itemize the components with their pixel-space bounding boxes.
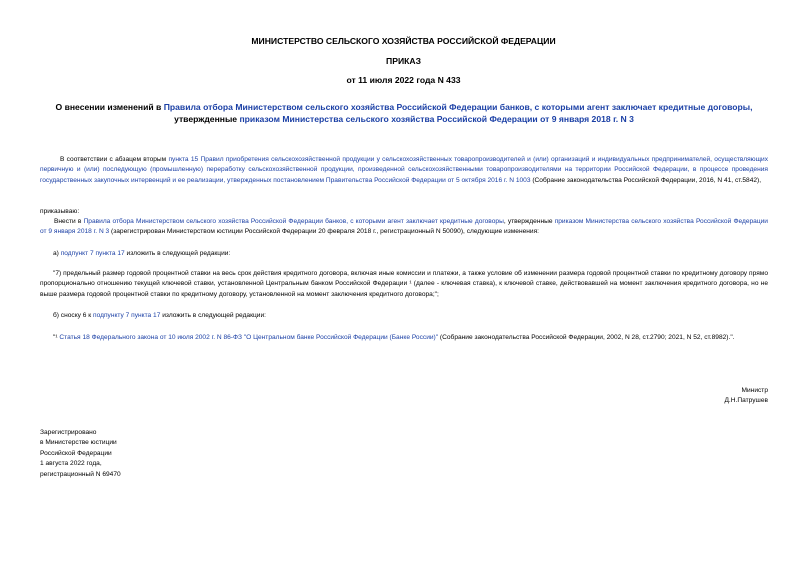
title-link-rules[interactable]: Правила отбора Министерством сельского хозяйства Российской Федерации банков, с которыми агент заключает кредитные договоры, bbox=[163, 102, 753, 112]
item-b-link[interactable]: подпункту 7 пункта 17 bbox=[93, 312, 161, 319]
footnote-text-2: (Собрание законодательства Российской Федерации, 2002, N 28, ст.2790; 2021, N 52, ст.8982).". bbox=[438, 334, 735, 341]
main-text-2: , утвержденные bbox=[503, 218, 555, 225]
preamble-text-2: (Собрание законодательства Российской Федерации, 2016, N 41, ст.5842), bbox=[530, 176, 762, 184]
main-link-rules[interactable]: Правила отбора Министерством сельского хозяйства Российской Федерации банков, с которыми агент заключает кредитные договоры bbox=[83, 218, 504, 225]
item-b-text-1: б) сноску 6 к bbox=[53, 312, 94, 319]
registration-line-5: регистрационный N 69470 bbox=[40, 470, 121, 478]
signature-block bbox=[724, 386, 768, 407]
registration-line-2: в Министерстве юстиции bbox=[40, 439, 117, 447]
item-a-text-2: изложить в следующей редакции: bbox=[124, 250, 231, 257]
item-a-link[interactable]: подпункт 7 пункта 17 bbox=[60, 250, 125, 257]
footnote-paragraph bbox=[40, 333, 768, 343]
doc-type-heading: ПРИКАЗ bbox=[386, 56, 421, 66]
document-title bbox=[36, 101, 772, 125]
main-text-3: (зарегистрирован Министерством юстиции Российской Федерации 20 февраля 2018 г., регистрационный N 50090), следующие изменения: bbox=[109, 228, 539, 236]
item-b-text-2: изложить в следующей редакции: bbox=[160, 312, 266, 319]
preamble-paragraph bbox=[40, 155, 768, 186]
ministry-heading: МИНИСТЕРСТВО СЕЛЬСКОГО ХОЗЯЙСТВА РОССИЙСКОЙ ФЕДЕРАЦИИ bbox=[251, 36, 556, 46]
main-paragraph bbox=[40, 217, 768, 238]
registration-block bbox=[40, 428, 121, 480]
registration-line-4: 1 августа 2022 года, bbox=[40, 460, 102, 468]
order-word: приказываю: bbox=[40, 208, 80, 215]
title-link-order[interactable]: приказом Министерства сельского хозяйства Российской Федерации от 9 января 2018 г. N 3 bbox=[239, 114, 634, 124]
signature-name: Д.Н.Патрушев bbox=[724, 397, 768, 405]
item-a bbox=[53, 249, 230, 259]
title-prefix: О внесении изменений в bbox=[55, 102, 164, 112]
item-a-text-1: а) bbox=[53, 250, 61, 257]
item-b bbox=[53, 311, 266, 321]
preamble-link[interactable]: пункта 15 Правил приобретения сельскохозяйственной продукции у сельскохозяйственных товаропроизводителей и (или) организаций и индивидуальных предпринимателей, осуществляющих первичную и (или) последующую (промышленную) переработку сельскохозяйственной продукции, произведенной сельскохозяйственными товаропроизводителями на территории Российской Федерации, в процессе проведения государственных закупочных интервенций и ее реализации, утвержденных постановлением Правительства Российской Федерации от 5 октября 2016 г. N 1003 bbox=[40, 156, 769, 184]
quote-item-7: "7) предельный размер годовой процентной ставки на весь срок действия кредитного договора, включая иные комиссии и платежи, а также условие об изменении размера годовой процентной ставки по кредитному договору прямо пропорционально отношению текущей ключевой ставки, установленной Центральным банком Российской Федерации ¹ (далее - ключевая ставка), к ключевой ставке, действовавшей на момент заключения кредитного договора, но не выше размера годовой процентной ставки по кредитному договору, установленной на момент заключения кредитного договора;"; bbox=[40, 270, 768, 298]
registration-line-1: Зарегистрировано bbox=[40, 429, 97, 436]
footnote-link[interactable]: Статья 18 Федерального закона от 10 июля 2002 г. N 86-ФЗ "О Центральном банке Российской Федерации (Банке России)" bbox=[59, 334, 439, 341]
signature-position: Министр bbox=[741, 387, 768, 394]
preamble-text-1: В соответствии с абзацем вторым bbox=[60, 156, 169, 163]
footnote-text-1: "¹ bbox=[53, 334, 60, 341]
date-number-heading: от 11 июля 2022 года N 433 bbox=[346, 75, 461, 85]
registration-line-3: Российской Федерации bbox=[40, 449, 112, 457]
main-link-order[interactable]: приказом Министерства сельского хозяйства Российской Федерации от 9 января 2018 г. N 3 bbox=[40, 218, 768, 236]
title-mid: утвержденные bbox=[174, 114, 240, 124]
main-text-1: Внести в bbox=[54, 218, 84, 225]
